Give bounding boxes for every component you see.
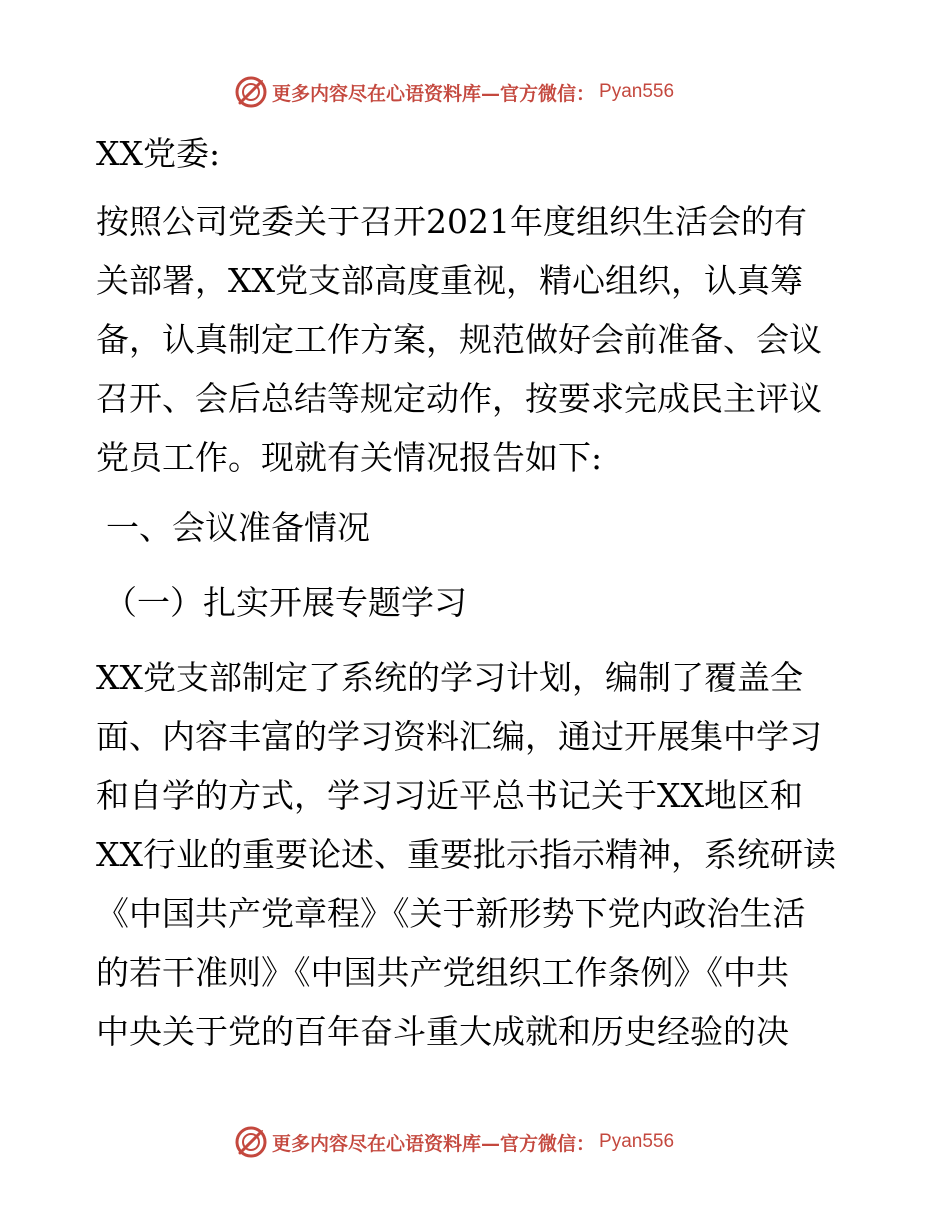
study-paragraph xyxy=(96,648,866,1061)
watermark-account: Pyan556 xyxy=(599,81,675,102)
watermark-footer xyxy=(234,1122,714,1162)
paragraph-line: 关部署，XX党支部高度重视，精心组织，认真筹 xyxy=(96,261,803,300)
watermark-logo-icon xyxy=(234,1125,268,1159)
paragraph-line: 中央关于党的百年奋斗重大成就和历史经验的决 xyxy=(96,1012,789,1051)
paragraph-line: 《中国共产党章程》《关于新形势下党内政治生活 xyxy=(96,894,806,933)
paragraph-line: 的若干准则》《中国共产党组织工作条例》《中共 xyxy=(96,953,789,992)
subsection-heading-text: （一）扎实开展专题学习 xyxy=(104,583,467,622)
watermark-logo-icon xyxy=(234,75,268,109)
watermark-account: Pyan556 xyxy=(599,1131,675,1152)
watermark-header xyxy=(234,72,714,112)
paragraph-line: XX行业的重要论述、重要批示指示精神，系统研读 xyxy=(96,835,836,874)
salutation xyxy=(96,124,866,183)
paragraph-line: 按照公司党委关于召开2021年度组织生活会的有 xyxy=(96,202,807,241)
paragraph-line: 召开、会后总结等规定动作，按要求完成民主评议 xyxy=(96,379,822,418)
subsection-heading xyxy=(96,573,866,632)
section-heading-text: 一、会议准备情况 xyxy=(106,508,370,547)
paragraph-line: 党员工作。现就有关情况报告如下: xyxy=(96,438,603,477)
paragraph-line: 备，认真制定工作方案，规范做好会前准备、会议 xyxy=(96,320,822,359)
paragraph-line: 和自学的方式，学习习近平总书记关于XX地区和 xyxy=(96,776,803,815)
watermark-text: 更多内容尽在心语资料库—官方微信： xyxy=(272,82,596,105)
section-heading xyxy=(96,498,866,557)
paragraph-line: XX党支部制定了系统的学习计划，编制了覆盖全 xyxy=(96,658,803,697)
paragraph-line: 面、内容丰富的学习资料汇编，通过开展集中学习 xyxy=(96,717,822,756)
salutation-line: XX党委: xyxy=(96,134,221,173)
intro-paragraph xyxy=(96,192,866,487)
watermark-text: 更多内容尽在心语资料库—官方微信： xyxy=(272,1132,596,1155)
